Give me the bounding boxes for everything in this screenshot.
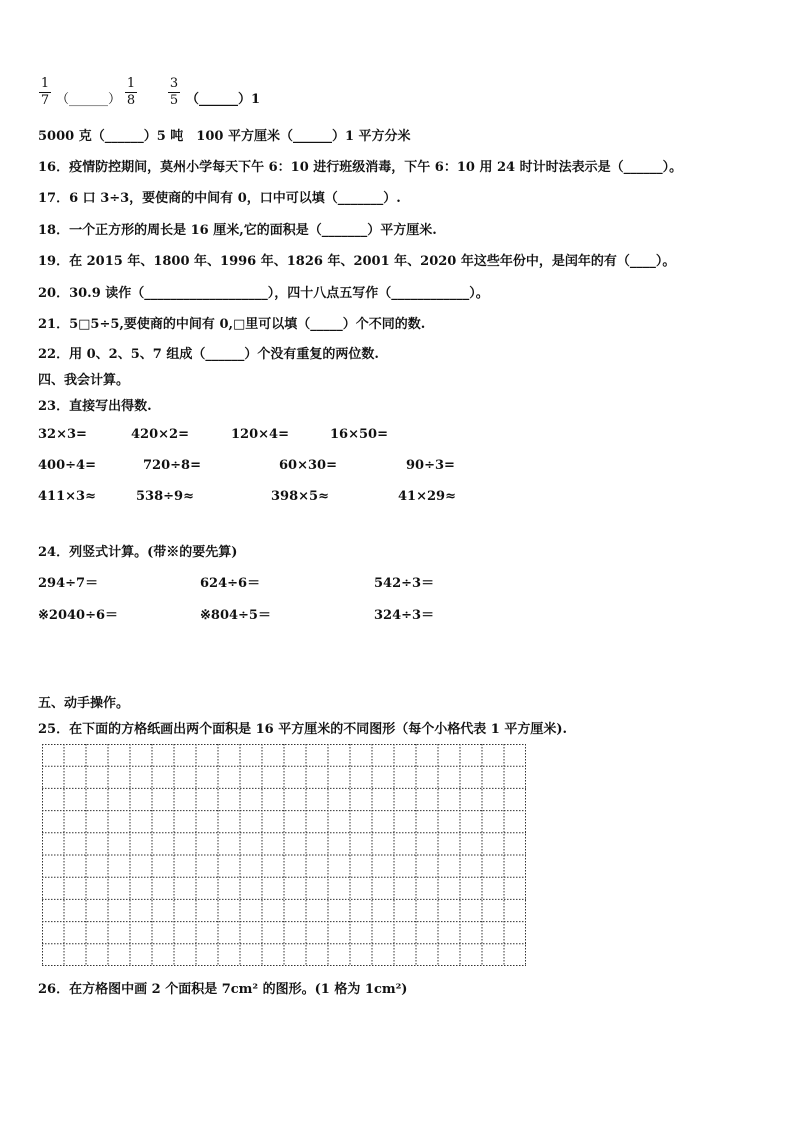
question-26-title: 26．在方格图中画 2 个面积是 7cm² 的图形。(1 格为 1cm²) <box>38 982 408 997</box>
calc-item: 16×50= <box>330 427 388 442</box>
question-15-line-2: 5000 克（______）5 吨 100 平方厘米（______）1 平方分米 <box>38 129 411 144</box>
question-22: 22．用 0、2、5、7 组成（______）个没有重复的两位数. <box>38 347 379 362</box>
calc-item: 411×3≈ <box>38 489 96 504</box>
calc-item: 398×5≈ <box>271 489 329 504</box>
question-20: 20．30.9 读作（___________________），四十八点五写作（____________）。 <box>38 286 489 301</box>
calc-item: 542÷3＝ <box>374 576 435 591</box>
answer-blank[interactable]: （______） <box>56 92 122 107</box>
fraction-numerator: 1 <box>40 76 50 91</box>
question-23-title: 23．直接写出得数. <box>38 399 152 414</box>
question-21: 21．5□5÷5,要使商的中间有 0,□里可以填（_____）个不同的数. <box>38 317 426 332</box>
question-17: 17．6 口 3÷3，要使商的中间有 0，口中可以填（_______）. <box>38 191 401 206</box>
question-24-title: 24．列竖式计算。(带※的要先算) <box>38 545 238 560</box>
fraction-1-8: 1 8 <box>126 76 136 108</box>
section-heading-5: 五、动手操作。 <box>38 696 130 711</box>
fraction-denominator: 7 <box>40 93 50 108</box>
calc-item: 41×29≈ <box>398 489 456 504</box>
calc-item: 32×3= <box>38 427 87 442</box>
calc-item: 538÷9≈ <box>136 489 194 504</box>
calc-item: 60×30= <box>279 458 337 473</box>
calc-item: 624÷6＝ <box>200 576 261 591</box>
calc-item: 294÷7＝ <box>38 576 99 591</box>
question-16: 16．疫情防控期间，莫州小学每天下午 6：10 进行班级消毒，下午 6：10 用 24 时计时法表示是（______）。 <box>38 160 683 175</box>
fraction-3-5: 3 5 <box>169 76 179 108</box>
calc-item: 120×4= <box>231 427 289 442</box>
question-18: 18．一个正方形的周长是 16 厘米,它的面积是（_______）平方厘米. <box>38 223 437 238</box>
answer-blank[interactable]: （______）1 <box>186 92 261 107</box>
calc-item: 90÷3= <box>406 458 455 473</box>
calc-item: 324÷3＝ <box>374 608 435 623</box>
calc-item: 720÷8= <box>143 458 201 473</box>
fraction-1-7 <box>38 76 52 109</box>
calc-item: ※2040÷6＝ <box>38 608 119 623</box>
calc-item: ※804÷5＝ <box>200 608 271 623</box>
square-grid-paper[interactable] <box>42 744 526 966</box>
calc-item: 420×2= <box>131 427 189 442</box>
section-heading-4: 四、我会计算。 <box>38 373 130 388</box>
question-19: 19．在 2015 年、1800 年、1996 年、1826 年、2001 年、2020 年这些年份中，是闰年的有（____）。 <box>38 254 676 269</box>
calc-item: 400÷4= <box>38 458 96 473</box>
question-25-title: 25．在下面的方格纸画出两个面积是 16 平方厘米的不同图形（每个小格代表 1 平方厘米). <box>38 722 568 737</box>
